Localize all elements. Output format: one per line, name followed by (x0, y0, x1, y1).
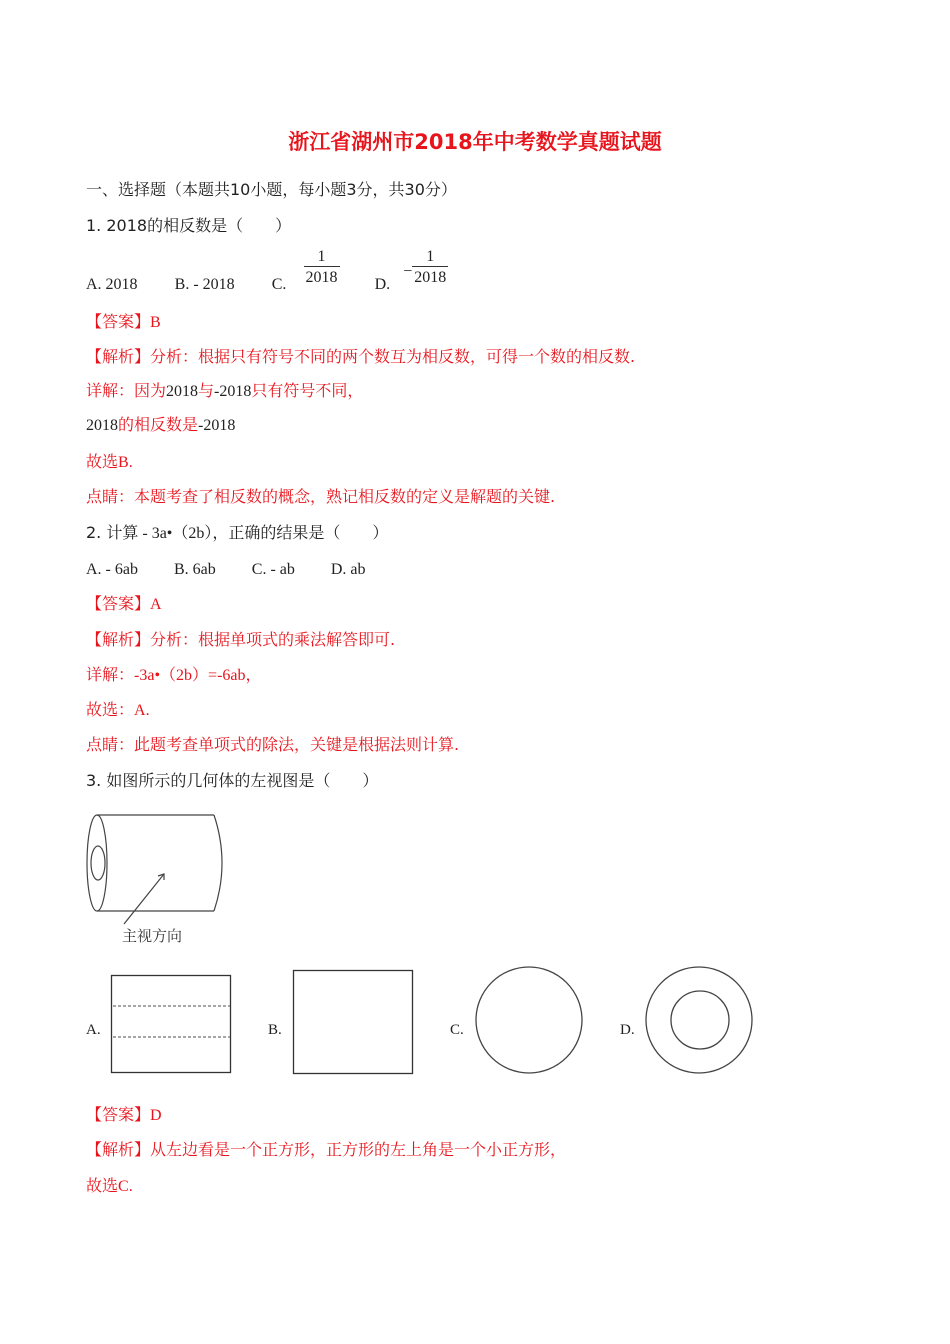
answer-value: A (150, 596, 162, 613)
value: B. (118, 454, 133, 471)
q2-option-a: A. - 6ab (86, 561, 138, 578)
hollow-cylinder-figure (84, 812, 234, 930)
expression: - 3a•（2b） (138, 525, 213, 542)
q3-answer (86, 1105, 162, 1126)
denominator: 2018 (304, 266, 340, 287)
q1-option-d-sign: − (403, 263, 413, 280)
q3-stem: 3. 如图所示的几何体的左视图是（ ） (86, 771, 379, 790)
q2-answer (86, 594, 162, 615)
q2-stem (86, 523, 388, 544)
q2-analysis: 【解析】分析：根据单项式的乘法解答即可. (86, 630, 396, 649)
view-direction-label: 主视方向 (122, 927, 183, 945)
q1-detail-2 (86, 415, 235, 436)
q2-option-d: D. ab (330, 561, 366, 578)
q1-analysis: 【解析】分析：根据只有符号不同的两个数互为相反数，可得一个数的相反数. (86, 347, 636, 366)
q3-option-c-figure (472, 963, 586, 1077)
answer-value: D (150, 1107, 162, 1124)
text: ，正确的结果是（ ） (212, 523, 389, 542)
q3-option-d-label: D. (620, 1022, 635, 1038)
numerator: 1 (426, 248, 435, 265)
q3-option-b-figure (292, 969, 416, 1077)
text: 详解： (86, 665, 135, 684)
view-direction-arrow (124, 874, 164, 924)
q3-option-a-label: A. (86, 1022, 101, 1038)
q1-choose (86, 452, 133, 473)
denominator: 2018 (412, 266, 448, 287)
text: 2. 计算 (86, 523, 139, 542)
q3-choose (86, 1176, 133, 1197)
q1-comment: 点睛：本题考查了相反数的概念，熟记相反数的定义是解题的关键. (86, 487, 556, 506)
text: 的相反数是 (118, 415, 199, 434)
q1-options (86, 248, 448, 293)
q1-option-b: B. - 2018 (174, 276, 235, 293)
q2-option-c: C. - ab (251, 561, 295, 578)
text: 故选 (86, 1176, 119, 1195)
text: 故选： (86, 700, 135, 719)
text: 与 (198, 381, 215, 400)
q3-option-d-figure (642, 963, 756, 1077)
text: 只有符号不同， (251, 381, 364, 400)
q2-detail (86, 665, 262, 686)
number: 2018 (86, 417, 118, 434)
q2-comment: 点睛：此题考查单项式的除法，关键是根据法则计算. (86, 735, 460, 754)
q3-option-b-label: B. (268, 1022, 282, 1038)
answer-tag: 【答案】 (86, 1105, 151, 1124)
answer-tag: 【答案】 (86, 312, 151, 331)
number: 2018 (166, 383, 199, 400)
q2-choose (86, 700, 150, 721)
page-title: 浙江省湖州市2018年中考数学真题试题 (288, 130, 662, 154)
q1-option-c-label: C. (271, 276, 287, 293)
q1-option-d-label: D. (374, 276, 391, 293)
q2-options (86, 560, 392, 580)
value: C. (118, 1178, 133, 1195)
q1-answer (86, 312, 161, 333)
q1-option-c-fraction (304, 248, 340, 287)
q3-analysis: 【解析】从左边看是一个正方形，正方形的左上角是一个小正方形， (86, 1140, 567, 1159)
q1-option-d-fraction (412, 248, 448, 287)
q2-option-b: B. 6ab (173, 561, 216, 578)
value: A. (134, 702, 150, 719)
section-heading: 一、选择题（本题共10小题，每小题3分，共30分） (86, 180, 457, 199)
answer-value: B (150, 314, 161, 331)
q3-option-c-label: C. (450, 1022, 464, 1038)
q3-option-a-figure (110, 974, 234, 1076)
answer-tag: 【答案】 (86, 594, 151, 613)
q1-option-a: A. 2018 (86, 276, 138, 293)
expression: -3a•（2b）=-6ab， (134, 667, 262, 684)
number: -2018 (214, 383, 252, 400)
numerator: 1 (317, 248, 326, 265)
text: 故选 (86, 452, 119, 471)
q1-stem: 1. 2018的相反数是（ ） (86, 216, 292, 235)
number: -2018 (198, 417, 236, 434)
text: 详解：因为 (86, 381, 167, 400)
q1-detail (86, 381, 363, 402)
